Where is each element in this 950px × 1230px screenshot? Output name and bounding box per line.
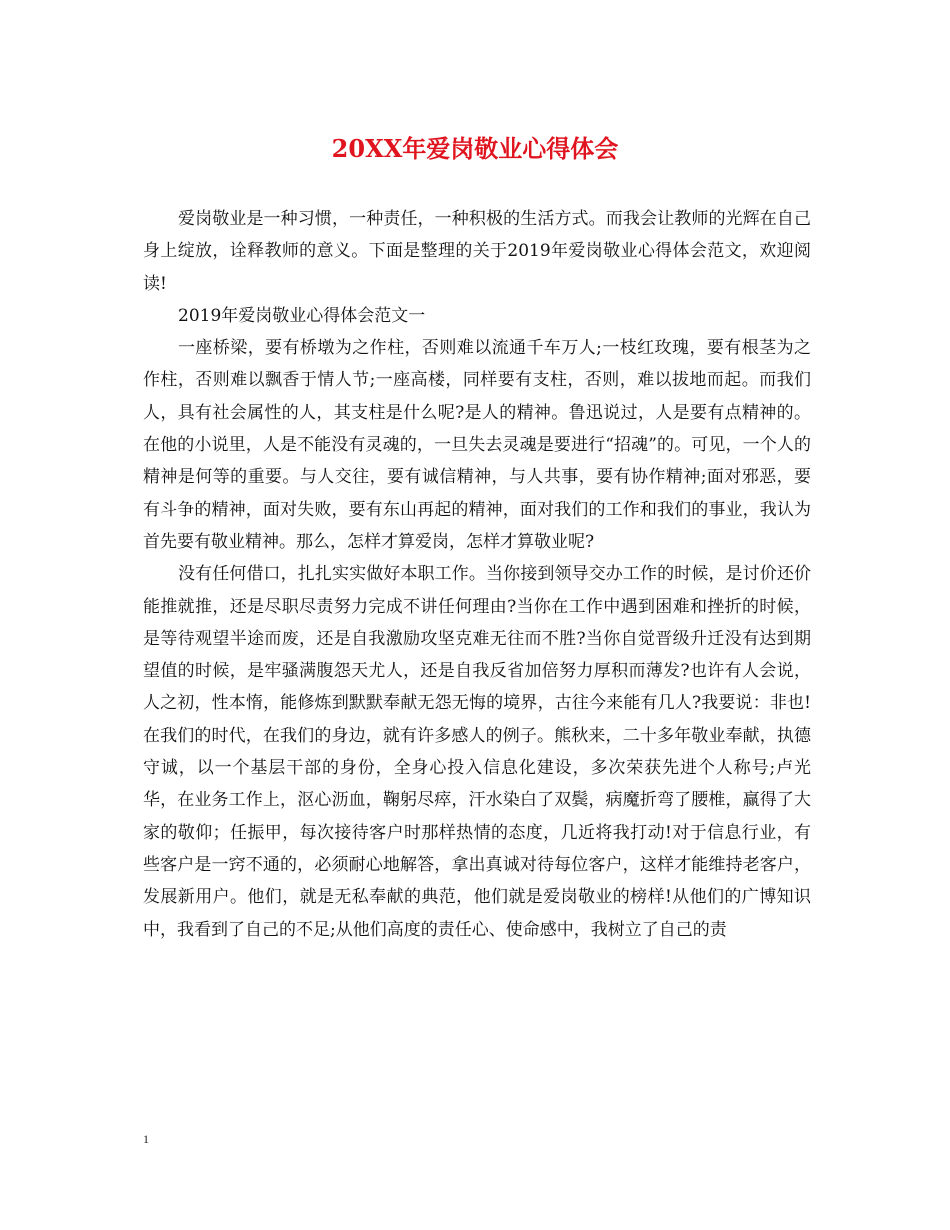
page-number: 1 bbox=[143, 1132, 149, 1146]
document-title: 20XX年爱岗敬业心得体会 bbox=[331, 134, 619, 163]
section-heading: 2019年爱岗敬业心得体会范文一 bbox=[178, 305, 426, 326]
body-paragraph-1: 一座桥梁，要有桥墩为之作柱，否则难以流通千车万人;一枝红玫瑰，要有根茎为之作柱，否则难以飘香于情人节;一座高楼，同样要有支柱，否则，难以拔地而起。而我们人，具有社会属性的人，其支柱是什么呢?是人的精神。鲁迅说过，人是要有点精神的。在他的小说里，人是不能没有灵魂的，一旦失去灵魂是要进行“招魂”的。可见，一个人的精神是何等的重要。与人交往，要有诚信精神，与人共事，要有协作精神;面对邪恶，要有斗争的精神，面对失败，要有东山再起的精神，面对我们的工作和我们的事业，我认为首先要有敬业精神。那么，怎样才算爱岗，怎样才算敬业呢? bbox=[143, 338, 811, 552]
intro-paragraph: 爱岗敬业是一种习惯，一种责任，一种积极的生活方式。而我会让教师的光辉在自己身上绽放，诠释教师的意义。下面是整理的关于2019年爱岗敬业心得体会范文，欢迎阅读! bbox=[143, 209, 811, 294]
document-body bbox=[143, 203, 811, 946]
body-paragraph-2: 没有任何借口，扎扎实实做好本职工作。当你接到领导交办工作的时候，是讨价还价能推就推，还是尽职尽责努力完成不讲任何理由?当你在工作中遇到困难和挫折的时候，是等待观望半途而废，还是自我激励攻坚克难无往而不胜?当你自觉晋级升迁没有达到期望值的时候，是牢骚满腹怨天尤人，还是自我反省加倍努力厚积而薄发?也许有人会说，人之初，性本惰，能修炼到默默奉献无怨无悔的境界，古往今来能有几人?我要说：非也!在我们的时代，在我们的身边，就有许多感人的例子。熊秋来，二十多年敬业奉献，执德守诚，以一个基层干部的身份，全身心投入信息化建设，多次荣获先进个人称号;卢光华，在业务工作上，沤心沥血，鞠躬尽瘁，汗水染白了双鬓，病魔折弯了腰椎，赢得了大家的敬仰；任振甲，每次接待客户时那样热情的态度，几近将我打动!对于信息行业，有些客户是一窍不通的，必须耐心地解答，拿出真诚对待每位客户，这样才能维持老客户，发展新用户。他们，就是无私奉献的典范，他们就是爱岗敬业的榜样!从他们的广博知识中，我看到了自己的不足;从他们高度的责任心、使命感中，我树立了自己的责 bbox=[143, 564, 811, 940]
